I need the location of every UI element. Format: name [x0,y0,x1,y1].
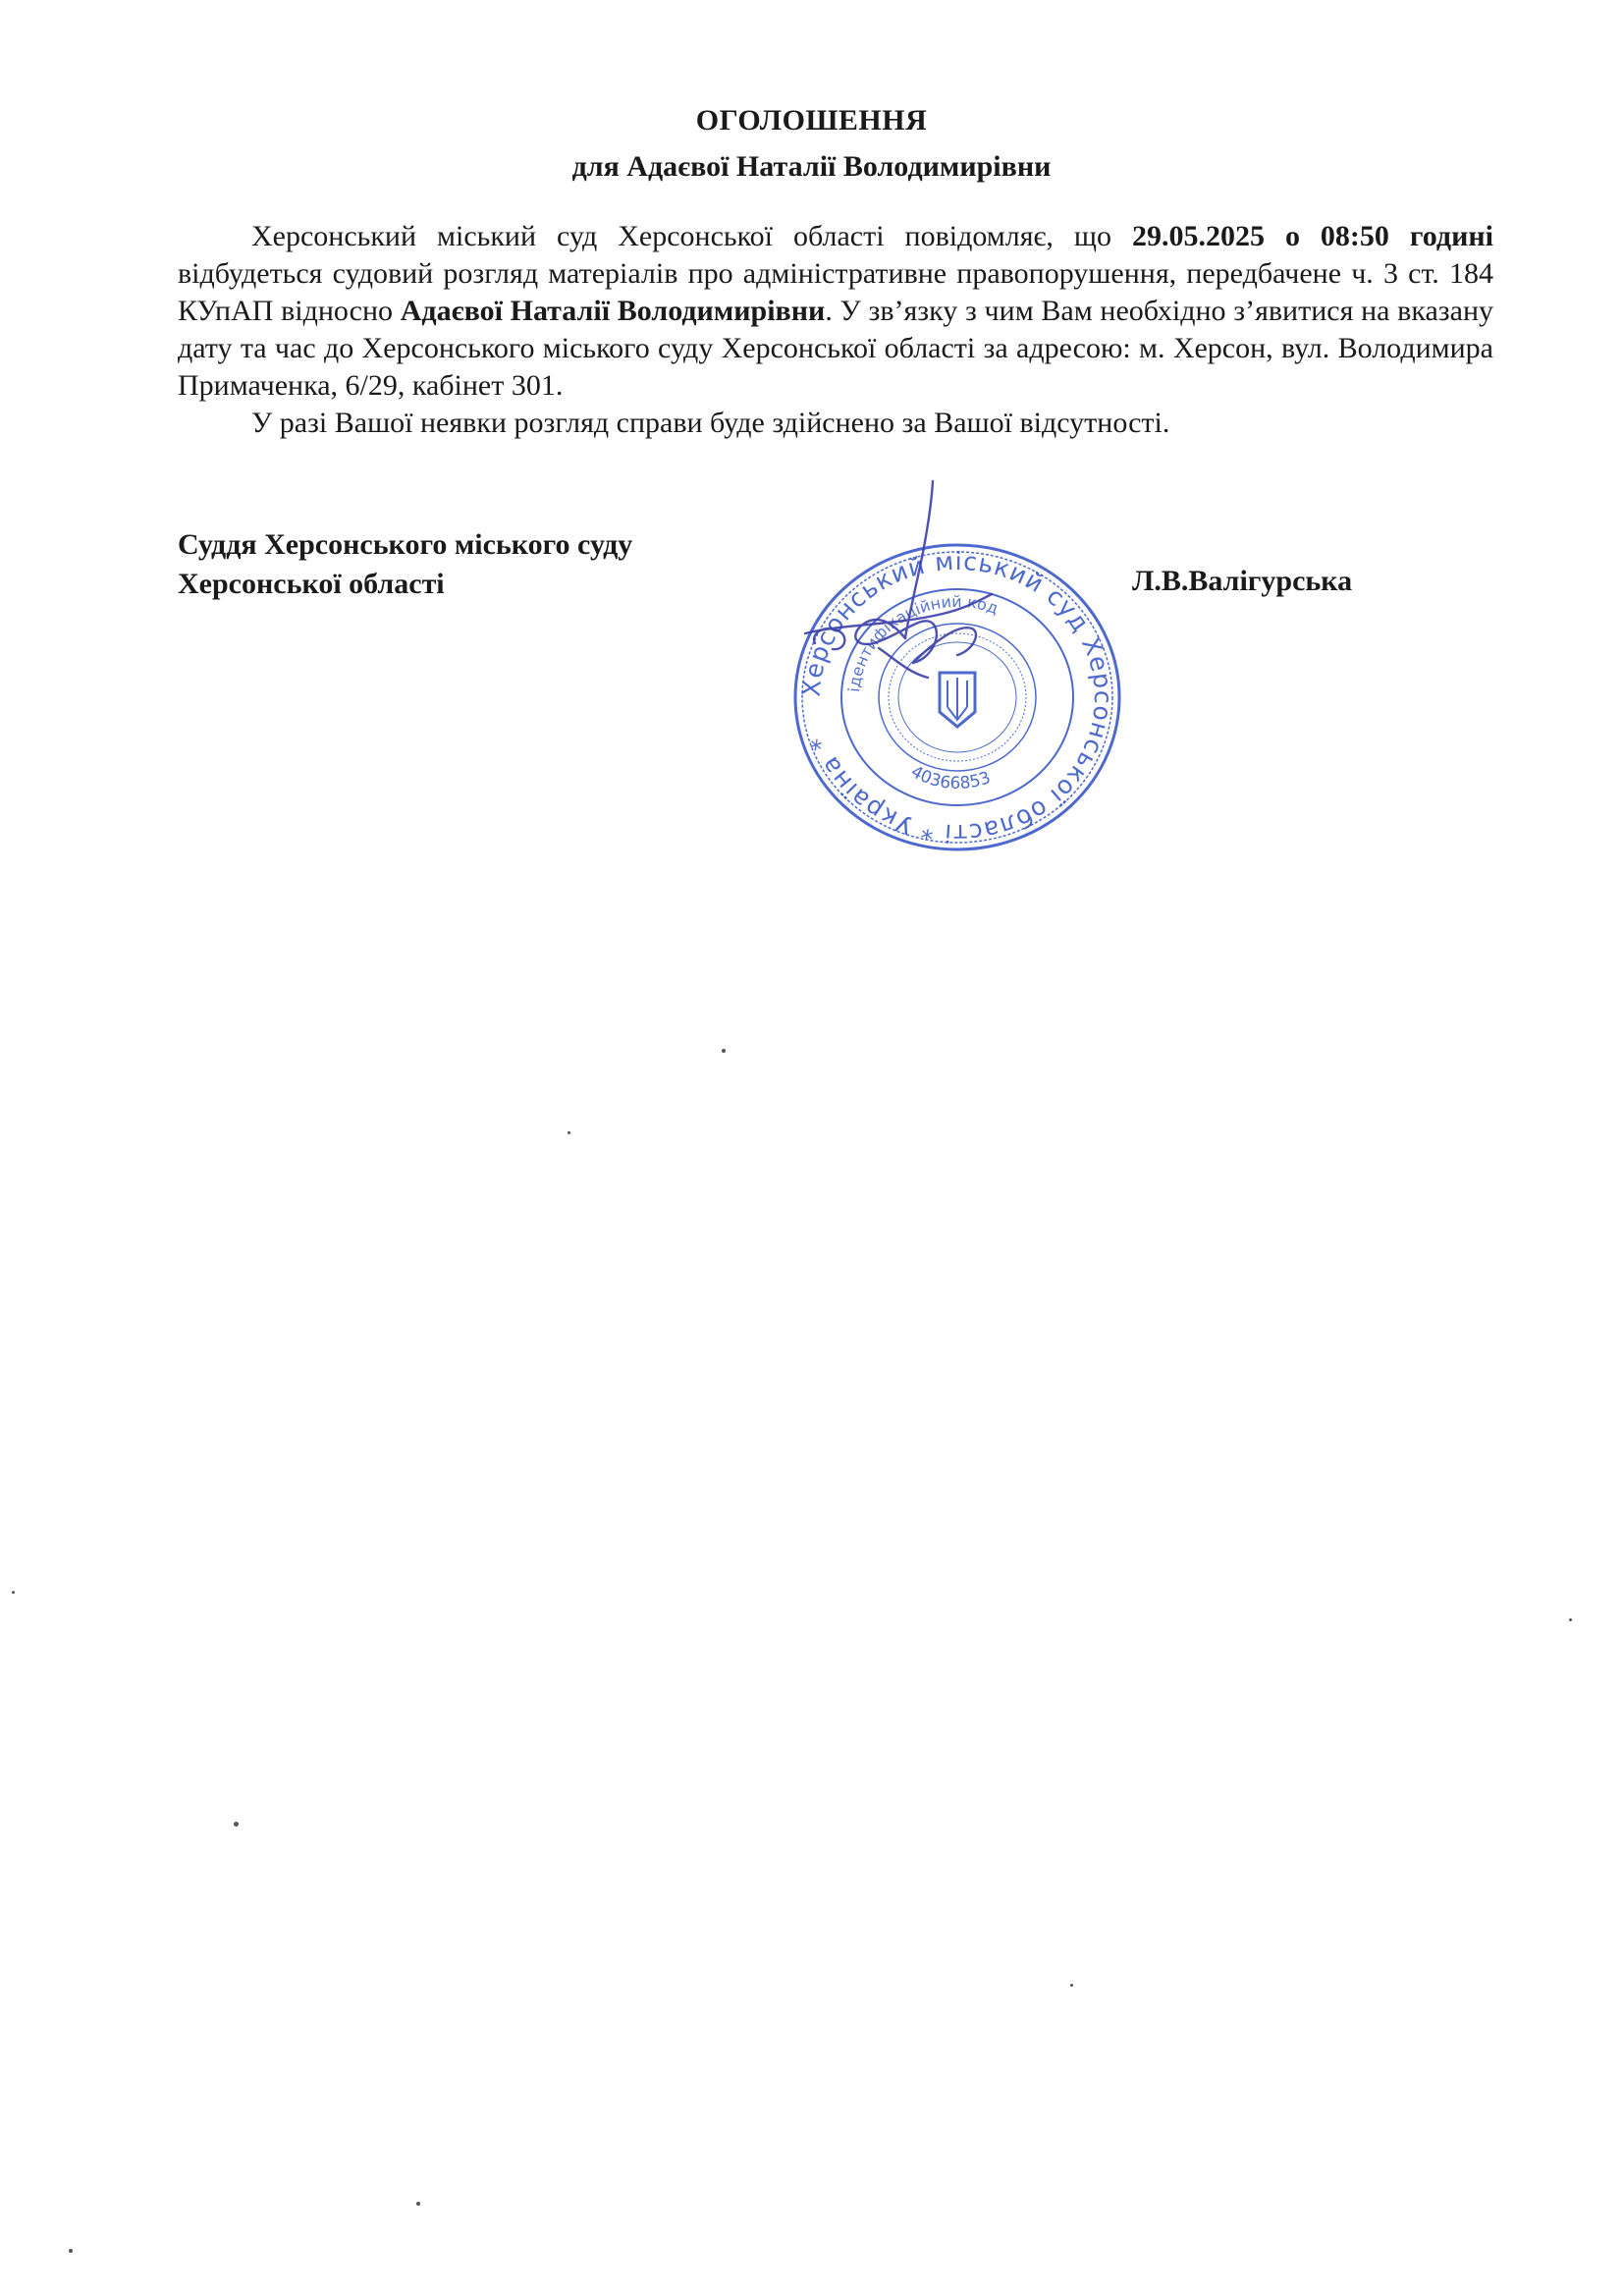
paragraph-text: Херсонський міський суд Херсонської області повідомляє, що [251,220,1132,252]
judge-name: Л.В.Валігурська [1132,565,1353,597]
scan-speck [416,2202,420,2206]
judge-position-line: Херсонської області [178,568,445,600]
notice-paragraph-2: У разі Вашої неявки розгляд справи буде здійснено за Вашої відсутності. [251,407,1170,439]
document-subtitle: для Адаєвої Наталії Володимирівни [571,150,1052,183]
seal-outer-text: Херсонський міський суд Херсонської області * Україна * [796,546,1118,848]
judge-position [178,525,632,604]
judge-signature-icon [785,476,1041,712]
judge-position-line: Суддя Херсонського міського суду [178,528,633,561]
paragraph-text: . У зв’язку з чим Вам необхідно з’явитися на вказану дату та час до Херсонського міського суду Херсонської області за адресою: м. Херсон, вул. Володимира Примаченка, 6/29, кабінет 301. [178,295,1494,402]
document-title: ОГОЛОШЕННЯ [695,104,928,137]
scan-speck [1569,1618,1572,1621]
hearing-date-time: 29.05.2025 о 08:50 годині [1131,220,1493,252]
notice-paragraph-1 [178,218,1493,405]
seal-inner-text: ідентифікаційний код [844,591,1001,693]
seal-code: 40366853 [907,761,994,794]
scan-speck [12,1591,15,1594]
paragraph-text: відбудеться судовий розгляд матеріалів про адміністративне правопорушення, передбачене ч. 3 ст. 184 КУпАП відносно [178,257,1493,327]
svg-text:40366853 [907,762,993,793]
scan-speck [722,1049,726,1053]
scan-speck [568,1131,570,1134]
scan-speck [1070,1984,1073,1987]
scan-speck [69,2249,73,2253]
notice-body [178,218,1493,442]
person-name: Адаєвої Наталії Володимирівни [400,295,826,327]
scan-speck [234,1822,239,1827]
